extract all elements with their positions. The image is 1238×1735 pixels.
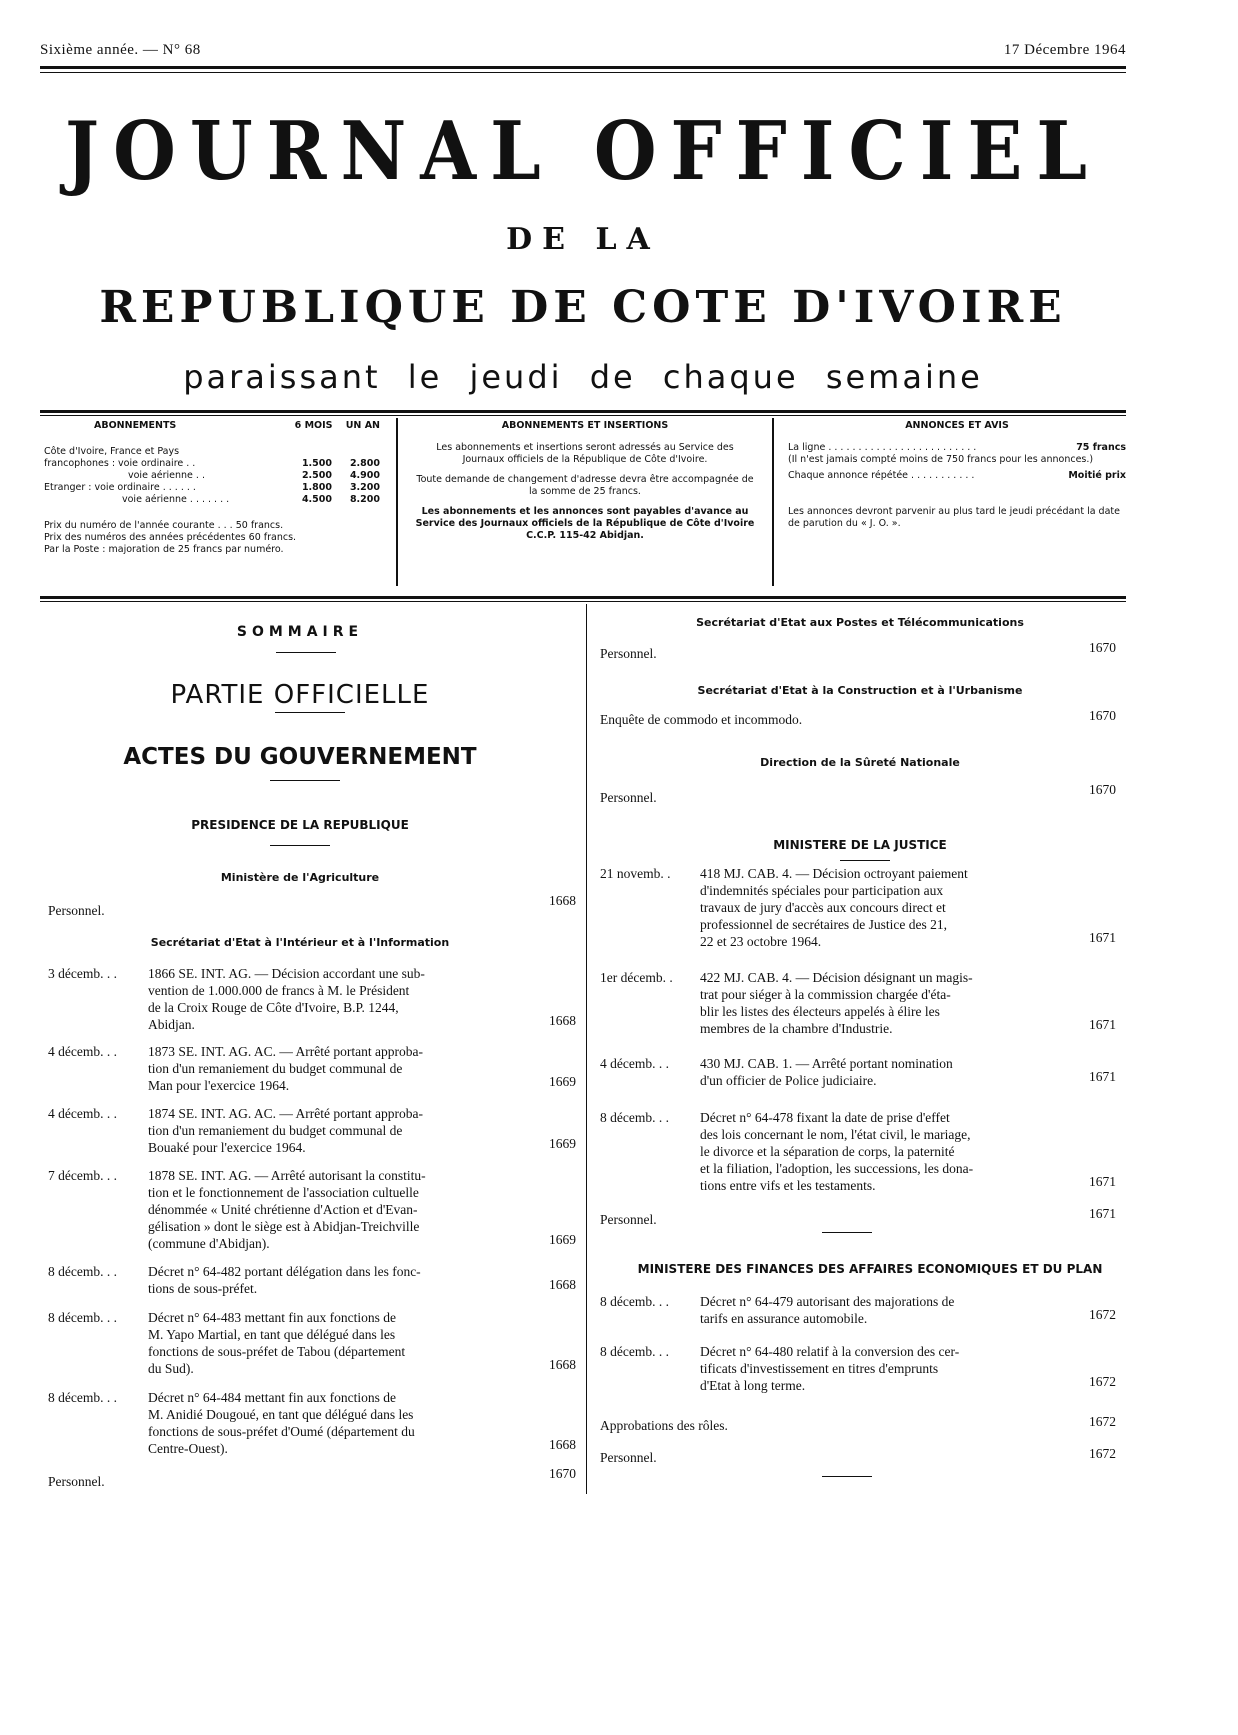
- entry-text-line: tion et le fonctionnement de l'association cultuelle: [148, 1185, 419, 1200]
- finances-personnel: Personnel.: [600, 1450, 657, 1465]
- tagline: paraissant le jeudi de chaque semaine: [183, 358, 983, 396]
- entry-text-line: Décret n° 64-479 autorisant des majorations de: [700, 1294, 955, 1309]
- divider: [840, 860, 890, 861]
- page-ref: 1670: [1089, 782, 1116, 797]
- journal-title: JOURNAL OFFICIEL: [65, 102, 1101, 199]
- entry-date: 7 décemb. . .: [48, 1168, 117, 1183]
- abonnements-box: [44, 420, 380, 556]
- col-un-an: UN AN: [345, 420, 380, 431]
- construction-text: Enquête de commodo et incommodo.: [600, 712, 803, 727]
- insertions-text: Les abonnements et les annonces sont payables d'avance au Service des Journaux officiels de la République de Côte d'Ivoire C.C.P. 115-42 Abidjan.: [415, 506, 755, 541]
- abonnement-row: Côte d'Ivoire, France et Pays: [44, 446, 180, 457]
- annonces-box: [788, 420, 1126, 530]
- page-ref: 1672: [1089, 1374, 1116, 1389]
- entry-text-line: tarifs en assurance automobile.: [700, 1311, 868, 1326]
- entry-text-line: tificats d'investissement en titres d'emprunts: [700, 1361, 939, 1376]
- insertions-text: Toute demande de changement d'adresse devra être accompagnée de la somme de 25 francs.: [416, 474, 754, 497]
- page-ref: 1668: [549, 1357, 576, 1372]
- entry-text-line: (commune d'Abidjan).: [148, 1236, 270, 1251]
- entry-text-line: M. Anidié Dougoué, en tant que délégué dans les: [148, 1407, 414, 1422]
- entry-text-line: des lois concernant le nom, l'état civil, le mariage,: [700, 1127, 971, 1142]
- entry-text-line: 1874 SE. INT. AG. AC. — Arrêté portant approba-: [148, 1106, 423, 1121]
- divider: [276, 652, 336, 653]
- abonnement-row: Etranger : voie ordinaire . . . . . . 1.800 3.200: [44, 482, 380, 493]
- entry-text-line: tions entre vifs et les testaments.: [700, 1178, 876, 1193]
- entry-text-line: Bouaké pour l'exercice 1964.: [148, 1140, 306, 1155]
- box-bottom-rule-thin: [40, 601, 1126, 602]
- construction-heading: Secrétariat d'Etat à la Construction et à l'Urbanisme: [697, 684, 1023, 697]
- box-top-rule-thin: [40, 415, 1126, 416]
- entry-date: 21 novemb. .: [600, 866, 671, 881]
- divider: [275, 712, 345, 713]
- interieur-heading: Secrétariat d'Etat à l'Intérieur et à l'Information: [150, 936, 450, 949]
- entry-text-line: 22 et 23 octobre 1964.: [700, 934, 822, 949]
- entry-text-line: le divorce et la séparation de corps, la paternité: [700, 1144, 955, 1159]
- page-ref: 1672: [1089, 1307, 1116, 1322]
- annonce-delai: Les annonces devront parvenir au plus tard le jeudi précédant la date de parution du « J. O. ».: [788, 506, 1120, 529]
- page-ref: 1668: [549, 1013, 576, 1028]
- postes-heading: Secrétariat d'Etat aux Postes et Télécommunications: [696, 616, 1024, 629]
- surete-heading: Direction de la Sûreté Nationale: [760, 756, 960, 769]
- abonnement-row: francophones : voie ordinaire . . 1.500 2.800: [44, 458, 380, 469]
- page-ref: 1671: [1089, 1174, 1116, 1189]
- de-la: DE LA: [506, 222, 660, 257]
- entry-text-line: Décret n° 64-480 relatif à la conversion des cer-: [700, 1344, 960, 1359]
- entry-date: 8 décemb. . .: [600, 1110, 669, 1125]
- approbations: Approbations des rôles.: [600, 1418, 728, 1433]
- entry-text-line: 418 MJ. CAB. 4. — Décision octroyant paiement: [700, 866, 968, 881]
- divider: [822, 1232, 872, 1233]
- postes-personnel: Personnel.: [600, 646, 657, 661]
- presidence-heading: PRESIDENCE DE LA REPUBLIQUE: [191, 818, 409, 832]
- entry-text-line: travaux de jury d'accès aux concours direct et: [700, 900, 946, 915]
- annonce-ligne: La ligne . . . . . . . . . . . . . . . . . . . . . . . . . 75 francs: [788, 442, 1126, 453]
- top-rule-thin: [40, 72, 1126, 73]
- entry-text-line: Décret n° 64-483 mettant fin aux fonctions de: [148, 1310, 396, 1325]
- entry-text-line: du Sud).: [148, 1361, 194, 1376]
- entry-text-line: Man pour l'exercice 1964.: [148, 1078, 290, 1093]
- page-ref: 1670: [1089, 640, 1116, 655]
- insertions-heading: ABONNEMENTS ET INSERTIONS: [501, 420, 669, 431]
- box-separator: [396, 418, 398, 586]
- entry-text-line: Décret n° 64-484 mettant fin aux fonctions de: [148, 1390, 396, 1405]
- entry-date: 8 décemb. . .: [600, 1294, 669, 1309]
- entry-text-line: trat pour siéger à la commission chargée d'éta-: [700, 987, 951, 1002]
- abonnement-note: Prix des numéros des années précédentes 60 francs.: [44, 532, 297, 543]
- abonnements-heading: ABONNEMENTS: [94, 420, 177, 431]
- page-ref: 1672: [1089, 1414, 1116, 1429]
- abonnement-row: voie aérienne . . 2.500 4.900: [128, 470, 380, 481]
- abonnement-row: voie aérienne . . . . . . . 4.500 8.200: [122, 494, 380, 505]
- entry-text-line: Décret n° 64-478 fixant la date de prise d'effet: [700, 1110, 950, 1125]
- page-ref: 1671: [1089, 1017, 1116, 1032]
- entry-text-line: 1866 SE. INT. AG. — Décision accordant une sub-: [148, 966, 425, 981]
- box-separator: [772, 418, 774, 586]
- republic-title: REPUBLIQUE DE COTE D'IVOIRE: [99, 282, 1067, 333]
- agri-personnel: Personnel.: [48, 903, 105, 918]
- finances-heading: MINISTERE DES FINANCES DES AFFAIRES ECONOMIQUES ET DU PLAN: [637, 1262, 1103, 1276]
- page-ref: 1668: [549, 1277, 576, 1292]
- entry-text-line: d'un officier de Police judiciaire.: [700, 1073, 877, 1088]
- entry-text-line: tions de sous-préfet.: [148, 1281, 258, 1296]
- entry-text-line: fonctions de sous-préfet de Tabou (département: [148, 1344, 406, 1359]
- entry-text-line: tion d'un remaniement du budget communal de: [148, 1061, 403, 1076]
- entry-text-line: membres de la chambre d'Industrie.: [700, 1021, 893, 1036]
- justice-heading: MINISTERE DE LA JUSTICE: [773, 838, 947, 852]
- entry-text-line: professionnel de secrétaires de Justice des 21,: [700, 917, 948, 932]
- entry-text-line: Décret n° 64-482 portant délégation dans les fonc-: [148, 1264, 421, 1279]
- page-ref: 1671: [1089, 1069, 1116, 1084]
- entry-text-line: 430 MJ. CAB. 1. — Arrêté portant nomination: [700, 1056, 953, 1071]
- page-ref: 1669: [549, 1074, 576, 1089]
- issue-number: Sixième année. — N° 68: [40, 42, 201, 58]
- entry-text-line: et la filiation, l'adoption, les successions, les dona-: [700, 1161, 974, 1176]
- entry-text-line: 422 MJ. CAB. 4. — Décision désignant un magis-: [700, 970, 973, 985]
- entry-text-line: blir les listes des électeurs appelés à élire les: [700, 1004, 940, 1019]
- box-top-rule: [40, 410, 1126, 413]
- entry-date: 8 décemb. . .: [48, 1264, 117, 1279]
- page-ref: 1671: [1089, 1206, 1116, 1221]
- actes-heading: ACTES DU GOUVERNEMENT: [123, 744, 477, 770]
- justice-personnel: Personnel.: [600, 1212, 657, 1227]
- sommaire-heading: SOMMAIRE: [236, 624, 364, 640]
- divider: [822, 1476, 872, 1477]
- divider: [270, 845, 330, 846]
- annonce-note: (Il n'est jamais compté moins de 750 francs pour les annonces.): [788, 454, 1094, 465]
- entry-text-line: d'indemnités spéciales pour participation aux: [700, 883, 944, 898]
- page-ref: 1670: [549, 1466, 576, 1481]
- entry-date: 8 décemb. . .: [600, 1344, 669, 1359]
- entry-date: 1er décemb. .: [600, 970, 673, 985]
- col-6-mois: 6 MOIS: [294, 420, 333, 431]
- entry-text-line: Abidjan.: [148, 1017, 195, 1032]
- entry-text-line: d'Etat à long terme.: [700, 1378, 806, 1393]
- page-ref: 1671: [1089, 930, 1116, 945]
- abonnement-note: Par la Poste : majoration de 25 francs par numéro.: [44, 544, 284, 555]
- entry-text-line: M. Yapo Martial, en tant que délégué dans les: [148, 1327, 396, 1342]
- page-ref: 1670: [1089, 708, 1116, 723]
- entry-text-line: gélisation » dont le siège est à Abidjan-Treichville: [148, 1219, 420, 1234]
- insertions-box: [414, 420, 756, 542]
- entry-text-line: 1873 SE. INT. AG. AC. — Arrêté portant approba-: [148, 1044, 423, 1059]
- entry-text-line: de la Croix Rouge de Côte d'Ivoire, B.P. 1244,: [148, 1000, 399, 1015]
- annonce-repetee: Chaque annonce répétée . . . . . . . . . . . Moitié prix: [788, 470, 1126, 481]
- page-ref: 1669: [549, 1232, 576, 1247]
- entry-text-line: fonctions de sous-préfet d'Oumé (département du: [148, 1424, 415, 1439]
- surete-personnel: Personnel.: [600, 790, 657, 805]
- entry-date: 4 décemb. . .: [600, 1056, 669, 1071]
- entry-text-line: tion d'un remaniement du budget communal de: [148, 1123, 403, 1138]
- partie-officielle: PARTIE OFFICIELLE: [170, 680, 430, 710]
- entry-text-line: 1878 SE. INT. AG. — Arrêté autorisant la constitu-: [148, 1168, 426, 1183]
- entry-date: 3 décemb. . .: [48, 966, 117, 981]
- insertions-text: Les abonnements et insertions seront adressés au Service des Journaux officiels de la République de Côte d'Ivoire.: [436, 442, 734, 465]
- annonces-heading: ANNONCES ET AVIS: [905, 420, 1009, 431]
- entry-date: 4 décemb. . .: [48, 1044, 117, 1059]
- box-bottom-rule: [40, 596, 1126, 599]
- entry-text-line: vention de 1.000.000 de francs à M. le Président: [148, 983, 410, 998]
- issue-date: 17 Décembre 1964: [1003, 42, 1126, 58]
- left-personnel: Personnel.: [48, 1474, 105, 1489]
- divider: [270, 780, 340, 781]
- entry-text-line: dénommée « Unité chrétienne d'Action et d'Evan-: [148, 1202, 418, 1217]
- abonnement-note: Prix du numéro de l'année courante . . . 50 francs.: [44, 520, 284, 531]
- column-divider: [586, 604, 587, 1494]
- entry-date: 8 décemb. . .: [48, 1390, 117, 1405]
- page-ref: 1668: [549, 893, 576, 908]
- page-ref: 1668: [549, 1437, 576, 1452]
- entry-text-line: Centre-Ouest).: [148, 1441, 228, 1456]
- page-ref: 1672: [1089, 1446, 1116, 1461]
- agriculture-heading: Ministère de l'Agriculture: [220, 871, 380, 884]
- page-ref: 1669: [549, 1136, 576, 1151]
- top-rule: [40, 66, 1126, 69]
- entry-date: 4 décemb. . .: [48, 1106, 117, 1121]
- entry-date: 8 décemb. . .: [48, 1310, 117, 1325]
